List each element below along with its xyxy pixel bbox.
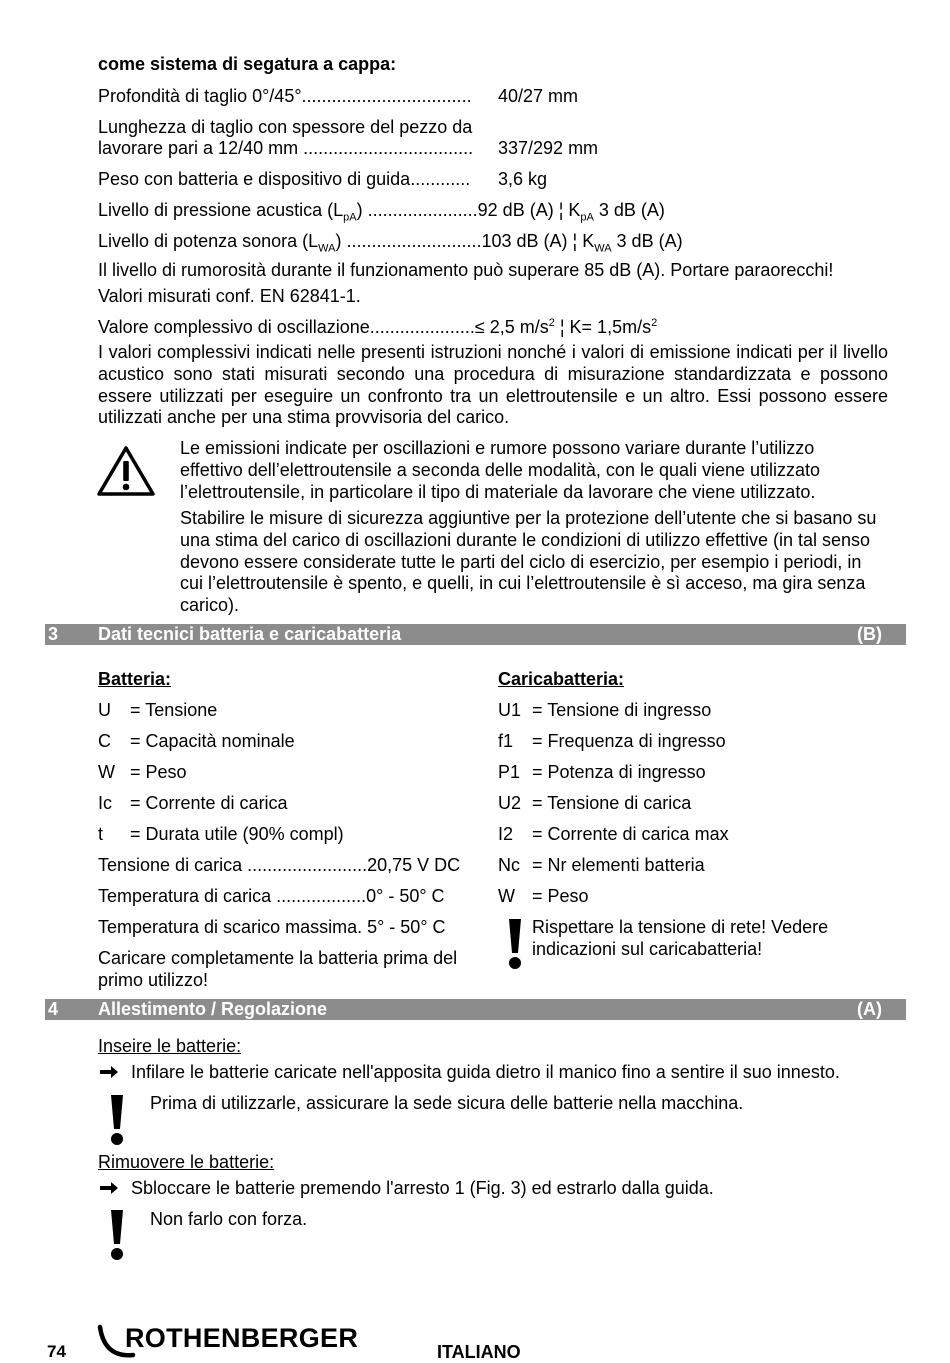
warning-paragraph-1: Le emissioni indicate per oscillazioni e rumore possono variare durante l’utilizzo effettivo dell’elettroutensile a seconda delle modalità, con le quali viene utilizzato l’elettroutensile, in particolare il tipo di materiale da lavorare che viene utilizzato. bbox=[180, 438, 821, 502]
spec-vibration: Valore complessivo di oscillazione.....................≤ 2,5 $m/s^2$ ¦ $K= 1,5m/s^2$ bbox=[98, 317, 658, 337]
battery-charge-voltage: Tensione di carica ........................20,75 V DC bbox=[98, 855, 461, 875]
spec-length: lavorare pari a 12/40 mm .................................. 337/292 mm bbox=[98, 138, 599, 158]
exclamation-icon bbox=[108, 1093, 126, 1147]
battery-row: W = Peso bbox=[98, 762, 187, 782]
spec-sound-power: Livello di potenza sonora $(L_{WA})$ ...........................103 dB (A) ¦ $K_{WA}$ 3 dB (A) bbox=[98, 231, 683, 255]
charger-row: U2 = Tensione di carica bbox=[498, 793, 692, 813]
battery-row: t = Durata utile (90% compl) bbox=[98, 824, 344, 844]
charger-row: I2 = Corrente di carica max bbox=[498, 824, 729, 844]
section-4-number: 4 bbox=[48, 999, 59, 1019]
spec-weight: Peso con batteria e dispositivo di guida............ 3,6 kg bbox=[98, 169, 548, 189]
section-4-code: (A) bbox=[857, 999, 882, 1019]
battery-row: U = Tensione bbox=[98, 700, 218, 720]
battery-note-line1: Caricare completamente la batteria prima del bbox=[98, 948, 458, 968]
section-3-code: (B) bbox=[857, 624, 882, 644]
vibration-paragraph: I valori complessivi indicati nelle presenti istruzioni nonché i valori di emissione indicati per il livello acustico sono stati misurati secondo una procedura di misurazione standardizzata e possono essere utilizzati per eseguire un confronto tra un elettroutensile e un altro. Essi possono essere utilizzati anche per una stima provvisoria del carico. bbox=[98, 342, 888, 428]
arrow-right-icon bbox=[99, 1181, 119, 1195]
charger-row: Nc = Nr elementi batteria bbox=[498, 855, 705, 875]
battery-row: Ic = Corrente di carica bbox=[98, 793, 288, 813]
battery-row: C = Capacità nominale bbox=[98, 731, 295, 751]
charger-row: U1 = Tensione di ingresso bbox=[498, 700, 712, 720]
battery-discharge-temperature: Temperatura di scarico massima. 5° - 50° C bbox=[98, 917, 446, 937]
battery-charge-temperature: Temperatura di carica ..................0° - 50° C bbox=[98, 886, 445, 906]
hood-saw-heading: come sistema di segatura a cappa: bbox=[98, 54, 397, 74]
charger-note-line1: Rispettare la tensione di rete! Vedere bbox=[532, 917, 829, 937]
charger-heading: Caricabatteria: bbox=[498, 669, 625, 689]
charger-row: f1 = Frequenza di ingresso bbox=[498, 731, 726, 751]
spec-depth: Profondità di taglio 0°/45°.................................. 40/27 mm bbox=[98, 86, 579, 106]
battery-note-line2: primo utilizzo! bbox=[98, 970, 209, 990]
insert-note: Prima di utilizzarle, assicurare la sede sicura delle batterie nella macchina. bbox=[150, 1093, 744, 1113]
section-4-title: Allestimento / Regolazione bbox=[98, 999, 328, 1019]
charger-note-line2: indicazioni sul caricabatteria! bbox=[532, 939, 763, 959]
battery-heading: Batteria: bbox=[98, 669, 172, 689]
spec-sound-pressure: Livello di pressione acustica $(L_{pA})$ ......................92 dB (A) ¦ $K_{pA}$ 3 dB (A) bbox=[98, 200, 665, 224]
exclamation-icon bbox=[108, 1208, 126, 1262]
section-4-bar bbox=[45, 999, 906, 1020]
charger-row: P1 = Potenza di ingresso bbox=[498, 762, 706, 782]
charger-row: W = Peso bbox=[498, 886, 589, 906]
measured-note: Valori misurati conf. EN 62841-1. bbox=[98, 286, 361, 306]
exclamation-icon bbox=[506, 917, 524, 971]
remove-note: Non farlo con forza. bbox=[150, 1209, 308, 1229]
section-3-title: Dati tecnici batteria e caricabatteria bbox=[98, 624, 402, 644]
section-3-bar bbox=[45, 624, 906, 645]
insert-heading: Inseire le batterie: bbox=[98, 1036, 242, 1056]
footer-language: ITALIANO bbox=[437, 1342, 521, 1362]
remove-step: Sbloccare le batterie premendo l'arresto 1 (Fig. 3) ed estrarlo dalla guida. bbox=[131, 1178, 714, 1198]
brand-logo bbox=[97, 1322, 357, 1360]
spec-length-line1: Lunghezza di taglio con spessore del pezzo da bbox=[98, 117, 473, 137]
noise-warning: Il livello di rumorosità durante il funzionamento può superare 85 dB (A). Portare paraorecchi! bbox=[98, 260, 834, 280]
insert-step: Infilare le batterie caricate nell'apposita guida dietro il manico fino a sentire il suo innesto. bbox=[131, 1062, 840, 1082]
warning-paragraph-2: Stabilire le misure di sicurezza aggiuntive per la protezione dell’utente che si basano su una stima del carico di oscillazioni durante le condizioni di utilizzo effettive (in tal senso devono essere considerate tutte le parti del ciclo di esercizio, per esempio i periodi, in cui l’elettroutensile è spento, e quelli, in cui l’elettroutensile è sì acceso, ma gira senza carico). bbox=[180, 508, 877, 616]
page-number: 74 bbox=[47, 1342, 66, 1361]
remove-heading: Rimuovere le batterie: bbox=[98, 1152, 275, 1172]
warning-triangle-icon bbox=[96, 444, 156, 498]
arrow-right-icon bbox=[99, 1065, 119, 1079]
section-3-number: 3 bbox=[48, 624, 59, 644]
brand-name: ROTHENBERGER bbox=[125, 1323, 359, 1353]
